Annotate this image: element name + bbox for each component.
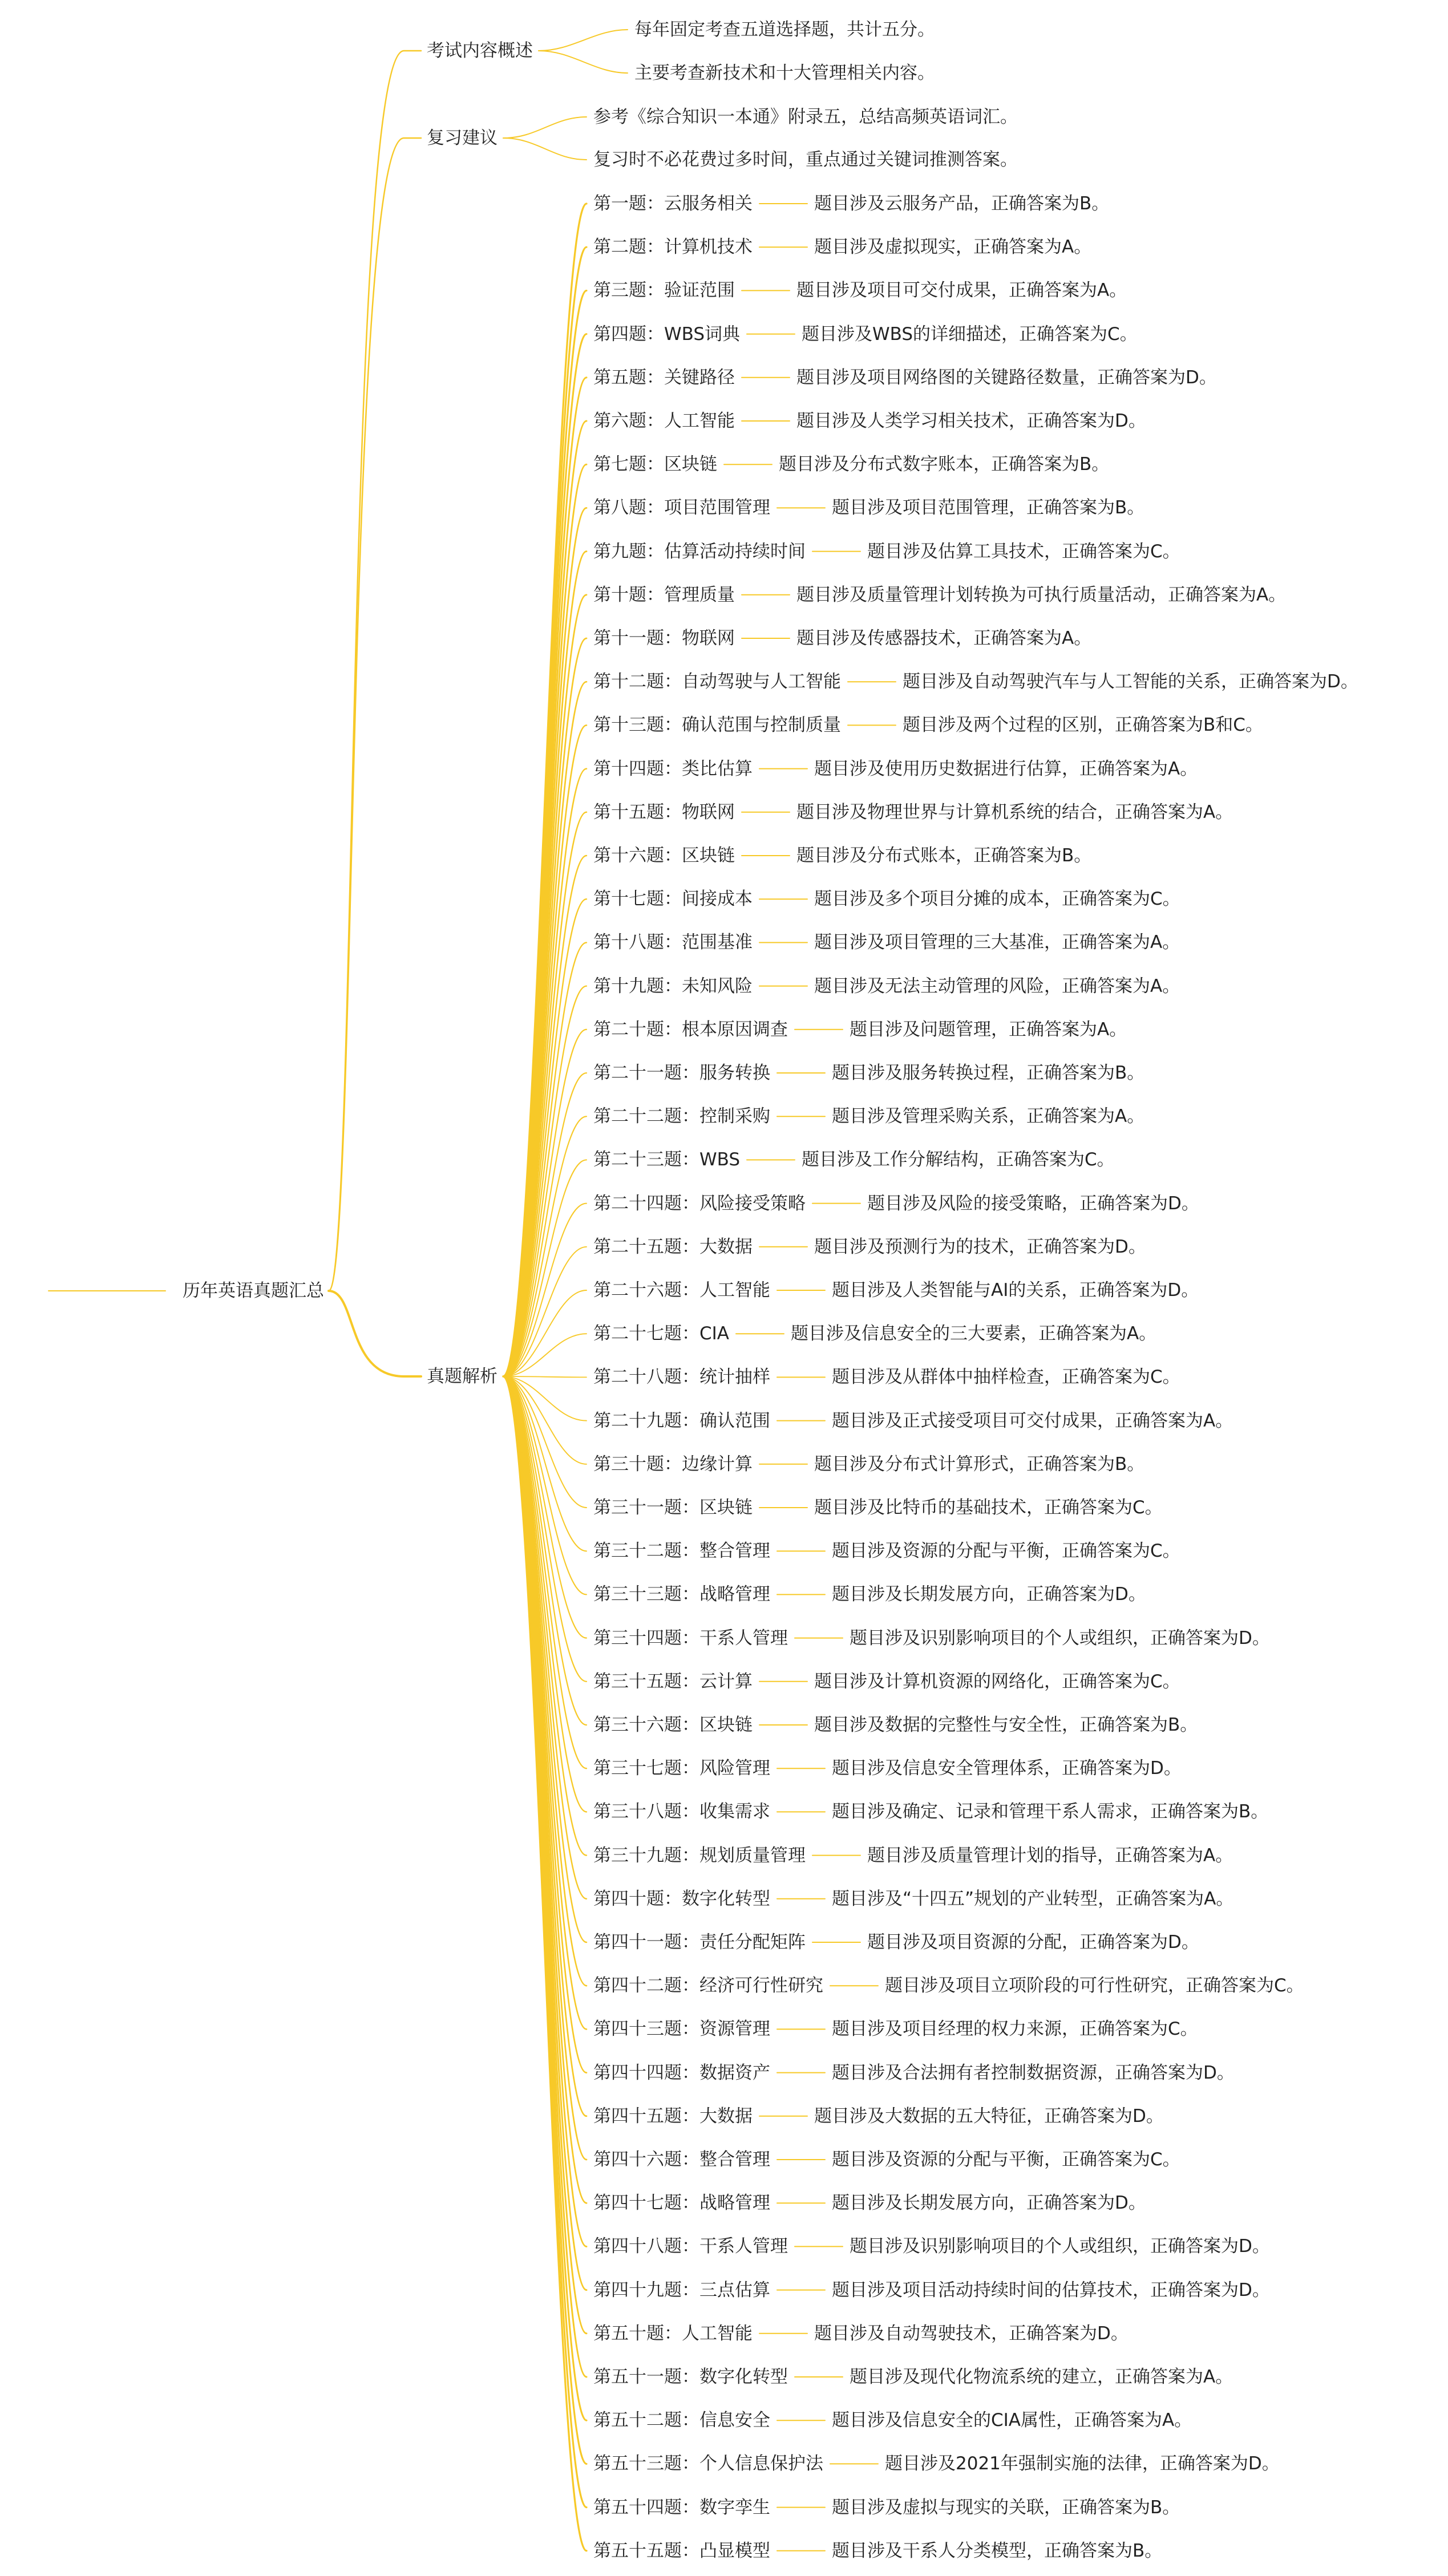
- question-node: 第四十七题：战略管理: [593, 2193, 770, 2214]
- tip-node: 复习时不必花费过多时间，重点通过关键词推测答案。: [593, 149, 1018, 170]
- answer-detail: 题目涉及数据的完整性与安全性，正确答案为B。: [814, 1715, 1198, 1735]
- answer-detail: 题目涉及项目可交付成果，正确答案为A。: [796, 280, 1127, 301]
- item-connector: [503, 1376, 587, 1377]
- answer-detail: 题目涉及虚拟与现实的关联，正确答案为B。: [832, 2497, 1180, 2518]
- answer-detail: 题目涉及识别影响项目的个人或组织，正确答案为D。: [850, 1627, 1270, 1649]
- question-node: 第四题：WBS词典: [593, 323, 741, 345]
- question-node: 第十三题：确认范围与控制质量: [593, 715, 841, 736]
- question-node: 第二十八题：统计抽样: [593, 1367, 770, 1388]
- answer-detail: 题目涉及确定、记录和管理干系人需求，正确答案为B。: [832, 1801, 1269, 1822]
- question-node: 第三十题：边缘计算: [593, 1453, 753, 1475]
- answer-detail: 题目涉及从群体中抽样检查，正确答案为C。: [832, 1367, 1180, 1388]
- answer-detail: 题目涉及项目经理的权力来源，正确答案为C。: [832, 2019, 1198, 2040]
- answer-detail: 题目涉及长期发展方向，正确答案为D。: [832, 2193, 1146, 2214]
- answer-detail: 题目涉及项目立项阶段的可行性研究，正确答案为C。: [885, 1975, 1304, 1996]
- answer-detail: 题目涉及识别影响项目的个人或组织，正确答案为D。: [850, 2236, 1270, 2257]
- question-node: 第五十二题：信息安全: [593, 2410, 770, 2431]
- question-node: 第十五题：物联网: [593, 801, 735, 823]
- answer-detail: 题目涉及资源的分配与平衡，正确答案为C。: [832, 2149, 1180, 2170]
- item-connector: [503, 290, 587, 1376]
- item-connector: [503, 1376, 587, 2116]
- question-node: 第十二题：自动驾驶与人工智能: [593, 671, 841, 692]
- question-node: 第八题：项目范围管理: [593, 497, 770, 519]
- answer-detail: 题目涉及合法拥有者控制数据资源，正确答案为D。: [832, 2062, 1235, 2083]
- question-node: 第五十题：人工智能: [593, 2323, 753, 2344]
- answer-detail: 题目涉及分布式数字账本，正确答案为B。: [779, 454, 1110, 475]
- question-node: 第二十一题：服务转换: [593, 1063, 770, 1083]
- answer-detail: 题目涉及干系人分类模型，正确答案为B。: [832, 2540, 1163, 2561]
- answer-detail: 题目涉及人类智能与AI的关系，正确答案为D。: [832, 1280, 1199, 1301]
- answer-detail: 题目涉及大数据的五大特征，正确答案为D。: [814, 2105, 1164, 2127]
- tip-node: 每年固定考查五道选择题，共计五分。: [634, 19, 935, 40]
- question-node: 第五题：关键路径: [593, 367, 735, 388]
- answer-detail: 题目涉及正式接受项目可交付成果，正确答案为A。: [832, 1410, 1233, 1431]
- question-node: 第二十七题：CIA: [593, 1323, 729, 1344]
- question-node: 第十六题：区块链: [593, 845, 735, 866]
- question-node: 第十题：管理质量: [593, 584, 735, 605]
- question-node: 第三十一题：区块链: [593, 1497, 753, 1518]
- question-node: 第三十五题：云计算: [593, 1671, 753, 1692]
- answer-detail: 题目涉及预测行为的技术，正确答案为D。: [814, 1236, 1146, 1257]
- question-node: 第九题：估算活动持续时间: [593, 541, 806, 562]
- answer-detail: 题目涉及WBS的详细描述，正确答案为C。: [802, 323, 1138, 345]
- answer-detail: 题目涉及云服务产品，正确答案为B。: [814, 193, 1110, 214]
- question-node: 第二题：计算机技术: [593, 237, 753, 258]
- question-node: 第二十九题：确认范围: [593, 1410, 770, 1431]
- answer-detail: 题目涉及自动驾驶技术，正确答案为D。: [814, 2323, 1129, 2344]
- question-node: 第三十六题：区块链: [593, 1715, 753, 1735]
- question-node: 第四十八题：干系人管理: [593, 2236, 788, 2257]
- question-node: 第五十四题：数字孪生: [593, 2497, 770, 2518]
- item-connector: [503, 334, 587, 1376]
- answer-detail: 题目涉及自动驾驶汽车与人工智能的关系，正确答案为D。: [903, 671, 1358, 692]
- question-node: 第四十九题：三点估算: [593, 2279, 770, 2300]
- question-node: 第三十三题：战略管理: [593, 1584, 770, 1605]
- answer-detail: 题目涉及使用历史数据进行估算，正确答案为A。: [814, 758, 1198, 779]
- answer-detail: 题目涉及无法主动管理的风险，正确答案为A。: [814, 975, 1180, 997]
- answer-detail: 题目涉及估算工具技术，正确答案为C。: [867, 541, 1180, 562]
- question-node: 第三十二题：整合管理: [593, 1541, 770, 1562]
- question-node: 第五十一题：数字化转型: [593, 2367, 788, 2387]
- question-node: 第四十二题：经济可行性研究: [593, 1975, 823, 1996]
- root-node: 历年英语真题汇总: [183, 1281, 324, 1301]
- question-node: 第一题：云服务相关: [593, 193, 753, 214]
- question-node: 第三十七题：风险管理: [593, 1758, 770, 1779]
- answer-detail: 题目涉及资源的分配与平衡，正确答案为C。: [832, 1541, 1180, 1562]
- question-node: 第四十三题：资源管理: [593, 2019, 770, 2040]
- section-node: 真题解析: [427, 1366, 498, 1387]
- question-node: 第三十四题：干系人管理: [593, 1627, 788, 1649]
- question-node: 第二十六题：人工智能: [593, 1280, 770, 1301]
- answer-detail: 题目涉及传感器技术，正确答案为A。: [796, 628, 1092, 649]
- item-connector: [539, 51, 628, 73]
- question-node: 第四十六题：整合管理: [593, 2149, 770, 2170]
- answer-detail: 题目涉及项目资源的分配，正确答案为D。: [867, 1932, 1199, 1953]
- item-connector: [503, 421, 587, 1376]
- question-node: 第十九题：未知风险: [593, 975, 753, 997]
- question-node: 第二十五题：大数据: [593, 1236, 753, 1257]
- branch-connector: [329, 138, 421, 1291]
- question-node: 第三题：验证范围: [593, 280, 735, 301]
- section-node: 复习建议: [427, 128, 498, 148]
- answer-detail: 题目涉及长期发展方向，正确答案为D。: [832, 1584, 1146, 1605]
- answer-detail: 题目涉及信息安全管理体系，正确答案为D。: [832, 1758, 1182, 1779]
- answer-detail: 题目涉及两个过程的区别，正确答案为B和C。: [903, 715, 1263, 736]
- answer-detail: 题目涉及质量管理计划的指导，正确答案为A。: [867, 1845, 1233, 1866]
- answer-detail: 题目涉及2021年强制实施的法律，正确答案为D。: [885, 2453, 1280, 2474]
- answer-detail: 题目涉及信息安全的CIA属性，正确答案为A。: [832, 2410, 1192, 2431]
- question-node: 第四十一题：责任分配矩阵: [593, 1932, 806, 1953]
- question-node: 第十七题：间接成本: [593, 889, 753, 910]
- answer-detail: 题目涉及计算机资源的网络化，正确答案为C。: [814, 1671, 1180, 1692]
- question-node: 第六题：人工智能: [593, 411, 735, 431]
- answer-detail: 题目涉及人类学习相关技术，正确答案为D。: [796, 411, 1146, 431]
- question-node: 第十四题：类比估算: [593, 758, 753, 779]
- answer-detail: 题目涉及多个项目分摊的成本，正确答案为C。: [814, 889, 1180, 910]
- question-node: 第四十题：数字化转型: [593, 1888, 770, 1909]
- answer-detail: 题目涉及分布式计算形式，正确答案为B。: [814, 1453, 1145, 1475]
- answer-detail: 题目涉及项目管理的三大基准，正确答案为A。: [814, 932, 1180, 953]
- answer-detail: 题目涉及工作分解结构，正确答案为C。: [802, 1149, 1115, 1170]
- answer-detail: 题目涉及比特币的基础技术，正确答案为C。: [814, 1497, 1163, 1518]
- answer-detail: 题目涉及“十四五”规划的产业转型，正确答案为A。: [832, 1888, 1234, 1909]
- question-node: 第十八题：范围基准: [593, 932, 753, 953]
- answer-detail: 题目涉及物理世界与计算机系统的结合，正确答案为A。: [796, 801, 1233, 823]
- tip-node: 参考《综合知识一本通》附录五，总结高频英语词汇。: [593, 107, 1018, 127]
- question-node: 第四十五题：大数据: [593, 2105, 753, 2127]
- answer-detail: 题目涉及现代化物流系统的建立，正确答案为A。: [850, 2367, 1233, 2387]
- question-node: 第二十题：根本原因调查: [593, 1019, 788, 1040]
- question-node: 第四十四题：数据资产: [593, 2062, 770, 2083]
- answer-detail: 题目涉及项目网络图的关键路径数量，正确答案为D。: [796, 367, 1217, 388]
- tip-node: 主要考查新技术和十大管理相关内容。: [634, 63, 935, 83]
- item-connector: [503, 138, 587, 160]
- item-connector: [539, 30, 628, 51]
- question-node: 第十一题：物联网: [593, 628, 735, 649]
- question-node: 第二十二题：控制采购: [593, 1106, 770, 1127]
- answer-detail: 题目涉及风险的接受策略，正确答案为D。: [867, 1193, 1199, 1214]
- branch-connector: [329, 51, 421, 1291]
- branch-connector: [329, 1291, 421, 1376]
- question-node: 第二十三题：WBS: [593, 1149, 741, 1170]
- answer-detail: 题目涉及服务转换过程，正确答案为B。: [832, 1063, 1145, 1083]
- answer-detail: 题目涉及项目范围管理，正确答案为B。: [832, 497, 1145, 519]
- item-connector: [503, 117, 587, 138]
- question-node: 第三十八题：收集需求: [593, 1801, 770, 1822]
- answer-detail: 题目涉及信息安全的三大要素，正确答案为A。: [791, 1323, 1157, 1344]
- question-node: 第七题：区块链: [593, 454, 717, 475]
- answer-detail: 题目涉及项目活动持续时间的估算技术，正确答案为D。: [832, 2279, 1270, 2300]
- question-node: 第五十五题：凸显模型: [593, 2540, 770, 2561]
- question-node: 第五十三题：个人信息保护法: [593, 2453, 823, 2474]
- section-node: 考试内容概述: [427, 40, 533, 61]
- answer-detail: 题目涉及分布式账本，正确答案为B。: [796, 845, 1092, 866]
- answer-detail: 题目涉及虚拟现实，正确答案为A。: [814, 237, 1092, 258]
- answer-detail: 题目涉及管理采购关系，正确答案为A。: [832, 1106, 1145, 1127]
- question-node: 第二十四题：风险接受策略: [593, 1193, 806, 1214]
- answer-detail: 题目涉及质量管理计划转换为可执行质量活动，正确答案为A。: [796, 584, 1287, 605]
- answer-detail: 题目涉及问题管理，正确答案为A。: [850, 1019, 1127, 1040]
- question-node: 第三十九题：规划质量管理: [593, 1845, 806, 1866]
